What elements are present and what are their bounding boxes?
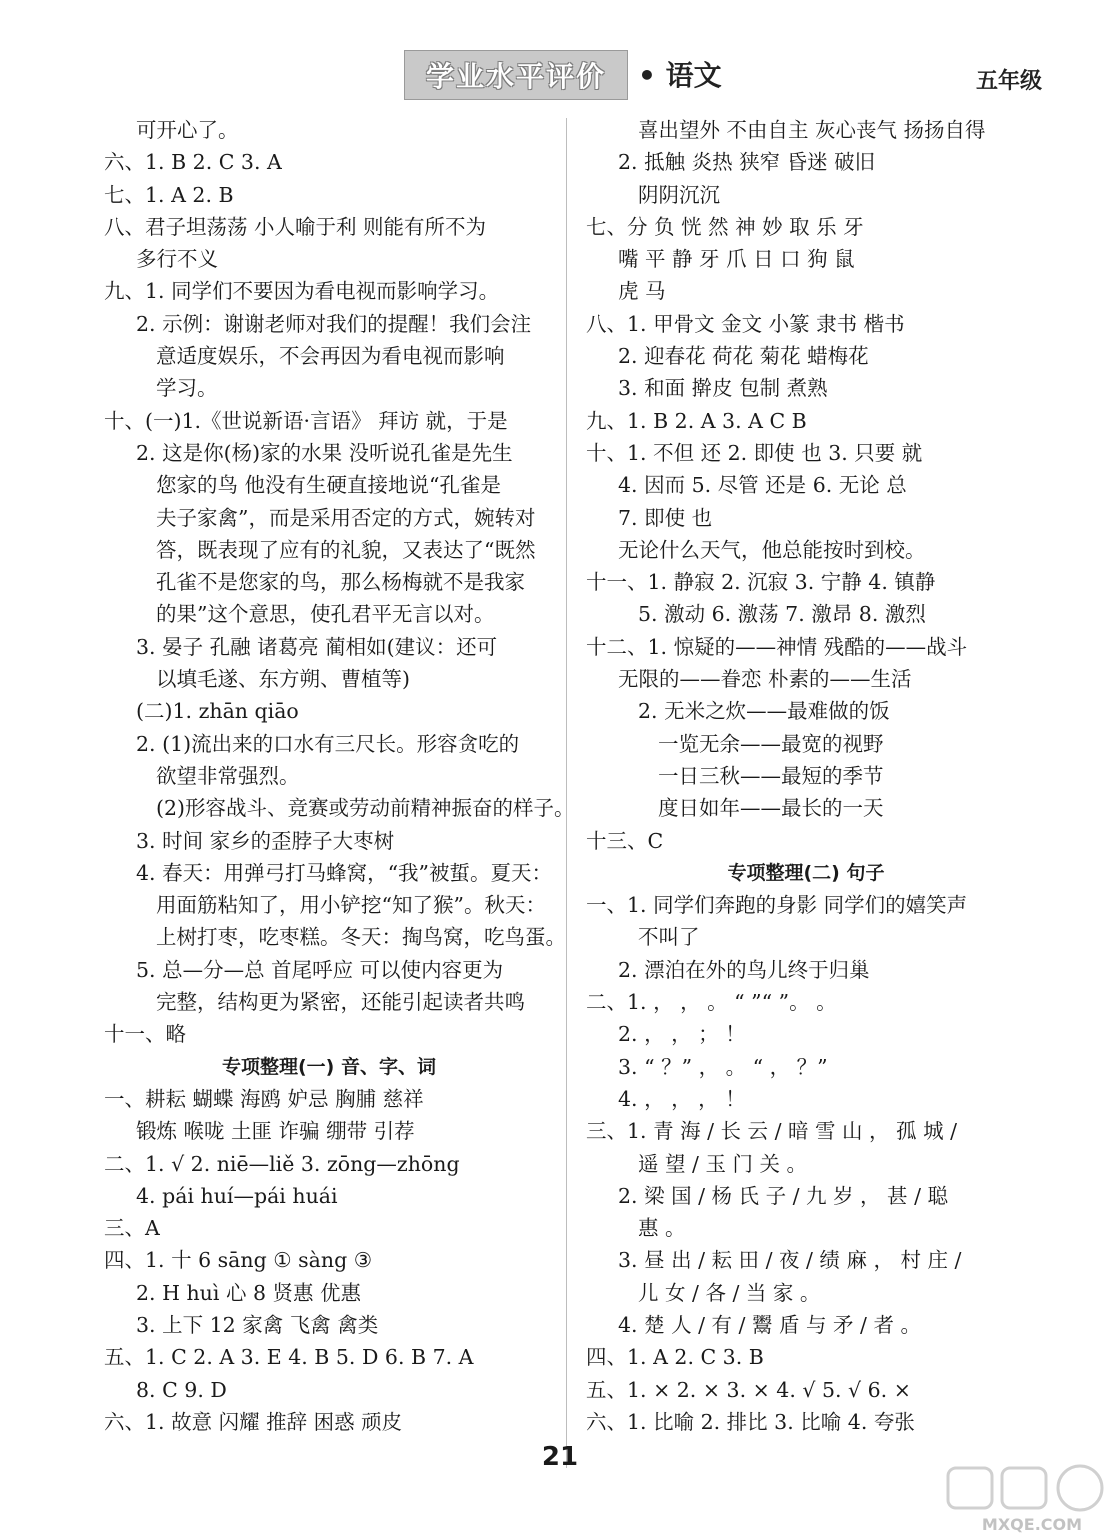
answer-line: 2. ， ， ； ！ <box>618 1022 746 1047</box>
answer-line: 您家的鸟 他没有生硬直接地说“孔雀是 <box>156 473 501 498</box>
answer-line: 二、1. ， ， 。 “ ”“ ”。 。 <box>586 990 837 1015</box>
answer-line: 九、1. B 2. A 3. A C B <box>586 408 807 433</box>
answer-line: 意适度娱乐，不会再因为看电视而影响 <box>156 344 505 369</box>
answer-line: 7. 即使 也 <box>618 505 713 530</box>
answer-line: 3. 时间 家乡的歪脖子大枣树 <box>136 828 395 853</box>
answer-line: 儿 女 / 各 / 当 家 。 <box>638 1280 821 1305</box>
answer-line: 十二、1. 惊疑的——神情 残酷的——战斗 <box>586 634 968 659</box>
answer-line: 8. C 9. D <box>136 1377 227 1402</box>
answer-line: 的果”这个意思，使孔君平无言以对。 <box>156 602 495 627</box>
grade-label: 五年级 <box>976 69 1043 94</box>
answer-line: 阴阴沉沉 <box>638 182 720 207</box>
page-header <box>0 0 1120 110</box>
subject-title: • 语文 <box>638 59 722 92</box>
svg-text:MXQE.COM: MXQE.COM <box>981 1515 1083 1534</box>
answer-line: 2. 无米之炊——最难做的饭 <box>638 699 890 724</box>
answer-line: 以填毛遂、东方朔、曹植等) <box>156 667 410 692</box>
answer-line: 2. 漂泊在外的鸟儿终于归巢 <box>618 957 870 982</box>
answer-line: 十一、1. 静寂 2. 沉寂 3. 宁静 4. 镇静 <box>586 570 936 595</box>
answer-line: 2. H huì 心 8 贤惠 优惠 <box>136 1280 362 1305</box>
answer-line: 2. 迎春花 荷花 菊花 蜡梅花 <box>618 344 869 369</box>
answer-line: 3. 和面 擀皮 包制 煮熟 <box>618 376 828 401</box>
series-title: 学业水平评价 <box>425 60 606 93</box>
answer-line: 五、1. C 2. A 3. E 4. B 5. D 6. B 7. A <box>104 1345 474 1370</box>
answer-line: 上树打枣，吃枣糕。冬天：掏鸟窝，吃鸟蛋。 <box>156 925 566 950</box>
watermark-logo <box>944 1462 1120 1536</box>
answer-line: 七、分 负 恍 然 神 妙 取 乐 牙 <box>586 214 864 239</box>
answer-line: 5. 总—分—总 首尾呼应 可以使内容更为 <box>136 957 504 982</box>
answer-line: 一日三秋——最短的季节 <box>658 763 884 788</box>
answer-line: 2. (1)流出来的口水有三尺长。形容贪吃的 <box>136 731 520 756</box>
answer-line: 九、1. 同学们不要因为看电视而影响学习。 <box>104 279 500 304</box>
answer-line: 3. “ ？” ， 。 “ ， ？” <box>618 1054 828 1079</box>
page-number: 21 <box>541 1442 579 1472</box>
answer-line: 五、1. × 2. × 3. × 4. √ 5. √ 6. × <box>586 1377 911 1402</box>
answer-line: 孔雀不是您家的鸟，那么杨梅就不是我家 <box>156 570 525 595</box>
answer-line: 八、1. 甲骨文 金文 小篆 隶书 楷书 <box>586 311 905 336</box>
answer-line: (2)形容战斗、竞赛或劳动前精神振奋的样子。 <box>156 796 575 821</box>
answer-line: 4. ， ， ， ！ <box>618 1086 746 1111</box>
answer-line: 用面筋粘知了，用小铲挖“知了猴”。秋天： <box>156 893 546 918</box>
left-column <box>104 114 575 1438</box>
answer-line: 2. 抵触 炎热 狭窄 昏迷 破旧 <box>618 150 876 175</box>
answer-line: 2. 这是你(杨)家的水果 没听说孔雀是先生 <box>136 440 513 465</box>
answer-line: 4. 楚 人 / 有 / 鬻 盾 与 矛 / 者 。 <box>618 1312 921 1337</box>
answer-line: 4. pái huí—pái huái <box>136 1183 338 1208</box>
answer-line: 学习。 <box>156 376 218 401</box>
answer-line: 一览无余——最宽的视野 <box>658 731 884 756</box>
answer-line: 2. 示例：谢谢老师对我们的提醒！我们会注 <box>136 311 532 336</box>
answer-line: 可开心了。 <box>136 118 239 142</box>
answer-line: 3. 上下 12 家禽 飞禽 禽类 <box>136 1312 379 1337</box>
answer-line: 二、1. √ 2. niē—liě 3. zōng—zhōng <box>104 1151 460 1176</box>
answer-line: 3. 晏子 孔融 诸葛亮 蔺相如(建议：还可 <box>136 634 498 659</box>
answer-line: 三、A <box>104 1216 160 1241</box>
answer-line: 欲望非常强烈。 <box>156 763 300 788</box>
series-banner <box>404 50 628 100</box>
answer-line: (二)1. zhān qiāo <box>136 699 299 724</box>
answer-line: 不叫了 <box>638 925 700 950</box>
answer-line: 度日如年——最长的一天 <box>658 796 884 821</box>
answer-line: 八、君子坦荡荡 小人喻于利 则能有所不为 <box>104 214 487 239</box>
answer-line: 答，既表现了应有的礼貌，又表达了“既然 <box>156 537 536 562</box>
answer-line: 四、1. 十 6 sāng ① sàng ③ <box>104 1248 373 1273</box>
answer-line: 三、1. 青 海 / 长 云 / 暗 雪 山 ， 孤 城 / <box>586 1119 957 1144</box>
answer-line: 七、1. A 2. B <box>104 182 234 207</box>
answer-line: 六、1. B 2. C 3. A <box>104 150 282 175</box>
answer-line: 四、1. A 2. C 3. B <box>586 1345 764 1370</box>
answer-line: 无论什么天气，他总能按时到校。 <box>618 537 926 562</box>
answer-line: 嘴 平 静 牙 爪 日 口 狗 鼠 <box>618 247 855 272</box>
answer-line: 完整，结构更为紧密，还能引起读者共鸣 <box>156 990 525 1015</box>
answer-line: 3. 昼 出 / 耘 田 / 夜 / 绩 麻 ， 村 庄 / <box>618 1248 962 1273</box>
answer-line: 5. 激动 6. 激荡 7. 激昂 8. 激烈 <box>638 602 926 627</box>
right-column <box>586 114 1026 1438</box>
answer-line: 遥 望 / 玉 门 关 。 <box>638 1151 808 1176</box>
section-heading: 专项整理(二) 句子 <box>727 861 885 884</box>
answer-line: 4. 春天：用弹弓打马蜂窝，“我”被蜇。夏天： <box>136 860 553 885</box>
answer-line: 无限的——眷恋 朴素的——生活 <box>618 667 912 692</box>
answer-line: 十一、略 <box>104 1022 186 1047</box>
answer-line: 六、1. 比喻 2. 排比 3. 比喻 4. 夸张 <box>586 1409 915 1434</box>
answer-line: 多行不义 <box>136 247 218 272</box>
answer-line: 惠 。 <box>638 1216 686 1241</box>
answer-line: 虎 马 <box>618 279 666 304</box>
answer-line: 一、1. 同学们奔跑的身影 同学们的嬉笑声 <box>586 893 968 918</box>
answer-line: 十、1. 不但 还 2. 即使 也 3. 只要 就 <box>586 440 923 465</box>
section-heading: 专项整理(一) 音、字、词 <box>222 1055 436 1078</box>
answer-line: 六、1. 故意 闪耀 推辞 困惑 顽皮 <box>104 1409 403 1434</box>
answer-line: 夫子家禽”，而是采用否定的方式，婉转对 <box>156 505 536 530</box>
answer-line: 喜出望外 不由自主 灰心丧气 扬扬自得 <box>638 118 986 142</box>
answer-line: 十、(一)1.《世说新语·言语》 拜访 就，于是 <box>104 408 508 433</box>
answer-line: 一、耕耘 蝴蝶 海鸥 妒忌 胸脯 慈祥 <box>104 1086 424 1111</box>
answer-line: 4. 因而 5. 尽管 还是 6. 无论 总 <box>618 473 907 498</box>
answer-line: 锻炼 喉咙 土匪 诈骗 绷带 引荐 <box>136 1119 415 1144</box>
answer-line: 十三、C <box>586 828 664 853</box>
answer-line: 2. 梁 国 / 杨 氏 子 / 九 岁 ， 甚 / 聪 <box>618 1183 948 1208</box>
